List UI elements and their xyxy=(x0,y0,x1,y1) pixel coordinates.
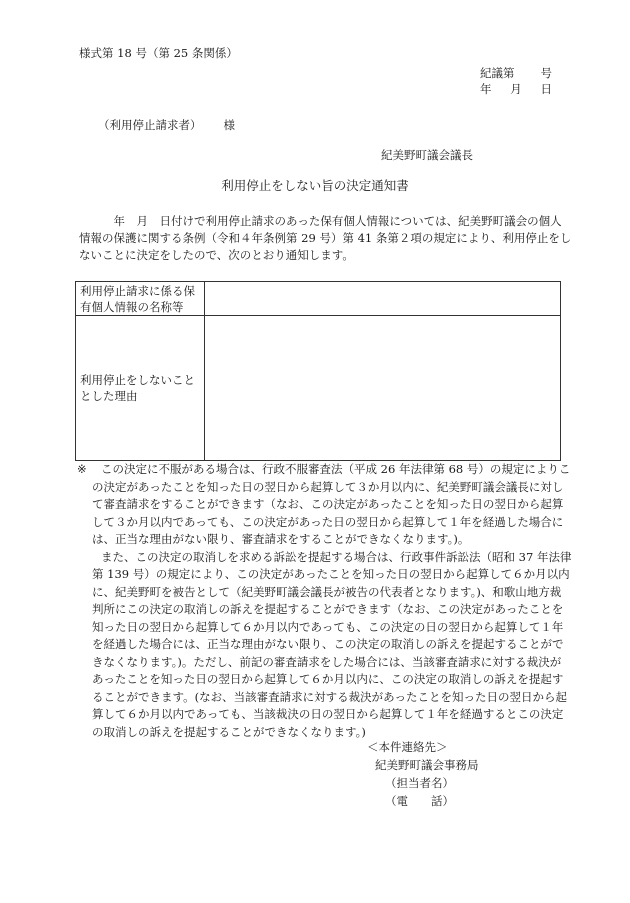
document-number-line xyxy=(480,65,552,81)
intro-line: 情報の保護に関する条例（令和４年条例第 29 号）第 41 条第２項の規定により、利用停止をし xyxy=(79,231,572,245)
document-number-block xyxy=(480,65,552,97)
document-number-prefix: 紀議第 xyxy=(480,66,515,80)
reason-value xyxy=(205,316,561,461)
sender: 紀美野町議会議長 xyxy=(381,148,473,162)
note-line: きなくなります。)。ただし、前記の審査請求をした場合には、当該審査請求に対する裁決が xyxy=(92,654,562,669)
contact-person: （担当者名） xyxy=(385,776,454,790)
note-mark: ※ xyxy=(77,462,87,476)
date-month: 月 xyxy=(510,82,522,96)
notes-section xyxy=(77,461,572,741)
note-line: して３か月以内であっても、この決定があった日の翌日から起算して１年を経過した場合に xyxy=(92,514,564,529)
note-line: の決定があったことを知った日の翌日から起算して３か月以内に、紀美野町議会議長に対し xyxy=(92,479,564,494)
note-line: を経過した場合には、正当な理由がない限り、この決定の取消しの訴えを提起することがで xyxy=(92,637,564,651)
date-year: 年 xyxy=(480,82,492,96)
reason-label-line: とした理由 xyxy=(80,389,138,403)
intro-paragraph xyxy=(79,213,572,264)
note-paragraph-1 xyxy=(77,461,571,549)
note-line: 算して６か月以内であっても、当該裁決の日の翌日から起算して１年を経過するとこの決定 xyxy=(92,707,564,721)
contact-office: 紀美野町議会事務局 xyxy=(375,758,479,772)
note-line: 知った日の翌日から起算して６か月以内であっても、この決定の日の翌日から起算して１年 xyxy=(92,619,564,634)
contact-heading: ＜本件連絡先＞ xyxy=(367,740,448,754)
date-day: 日 xyxy=(540,82,552,96)
info-name-value xyxy=(205,282,561,316)
recipient xyxy=(98,117,235,133)
info-name-label-line: 有個人情報の名称等 xyxy=(80,299,184,314)
document-number-suffix: 号 xyxy=(540,66,552,80)
note-line: 判所にこの決定の取消しの訴えを提起することができます（なお、この決定があったことを xyxy=(92,602,564,616)
note-line: て審査請求をすることができます（なお、この決定があったことを知った日の翌日から起算 xyxy=(92,497,564,511)
recipient-honorific: 様 xyxy=(223,118,235,132)
note-line: に、紀美野町を被告として（紀美野町議会議長が被告の代表者となります。)、和歌山地方裁 xyxy=(92,584,562,599)
note-line: は、正当な理由がない限り、審査請求をすることができなくなります。)。 xyxy=(92,532,470,546)
intro-line: 年 月 日付けで利用停止請求のあった保有個人情報については、紀美野町議会の個人 xyxy=(79,214,562,228)
form-number: 様式第 18 号（第 25 条関係） xyxy=(79,46,238,60)
contact-phone: （電 話） xyxy=(385,794,454,808)
info-name-label xyxy=(76,282,205,316)
note-paragraph-2 xyxy=(77,549,572,742)
note-line: あったことを知った日の翌日から起算して６か月以内に、この決定の取消しの訴えを提起す xyxy=(92,672,564,686)
info-name-label-line: 利用停止請求に係る保 xyxy=(80,283,195,298)
intro-line: ないことに決定をしたので、次のとおり通知します。 xyxy=(79,248,354,262)
document-date-line xyxy=(480,81,552,97)
recipient-name: （利用停止請求者） xyxy=(98,118,202,132)
reason-label xyxy=(76,316,205,461)
document-title: 利用停止をしない旨の決定通知書 xyxy=(221,178,409,193)
note-line: 第 139 号）の規定により、この決定があったことを知った日の翌日から起算して６か月以内 xyxy=(92,567,570,581)
info-table xyxy=(75,281,561,461)
note-line: の取消しの訴えを提起することができなくなります。) xyxy=(92,724,366,739)
table-row xyxy=(76,316,561,461)
note-line: また、この決定の取消しを求める訴訟を提起する場合は、行政事件訴訟法（昭和 37 年法律 xyxy=(101,549,572,564)
table-row xyxy=(76,282,561,316)
reason-label-line: 利用停止をしないこと xyxy=(80,373,195,387)
contact-block xyxy=(367,738,479,810)
note-line: この決定に不服がある場合は、行政不服審査法（平成 26 年法律第 68 号）の規定によりこ xyxy=(101,462,571,476)
note-line: ることができます。(なお、当該審査請求に対する裁決があったことを知った日の翌日から起 xyxy=(92,689,567,704)
